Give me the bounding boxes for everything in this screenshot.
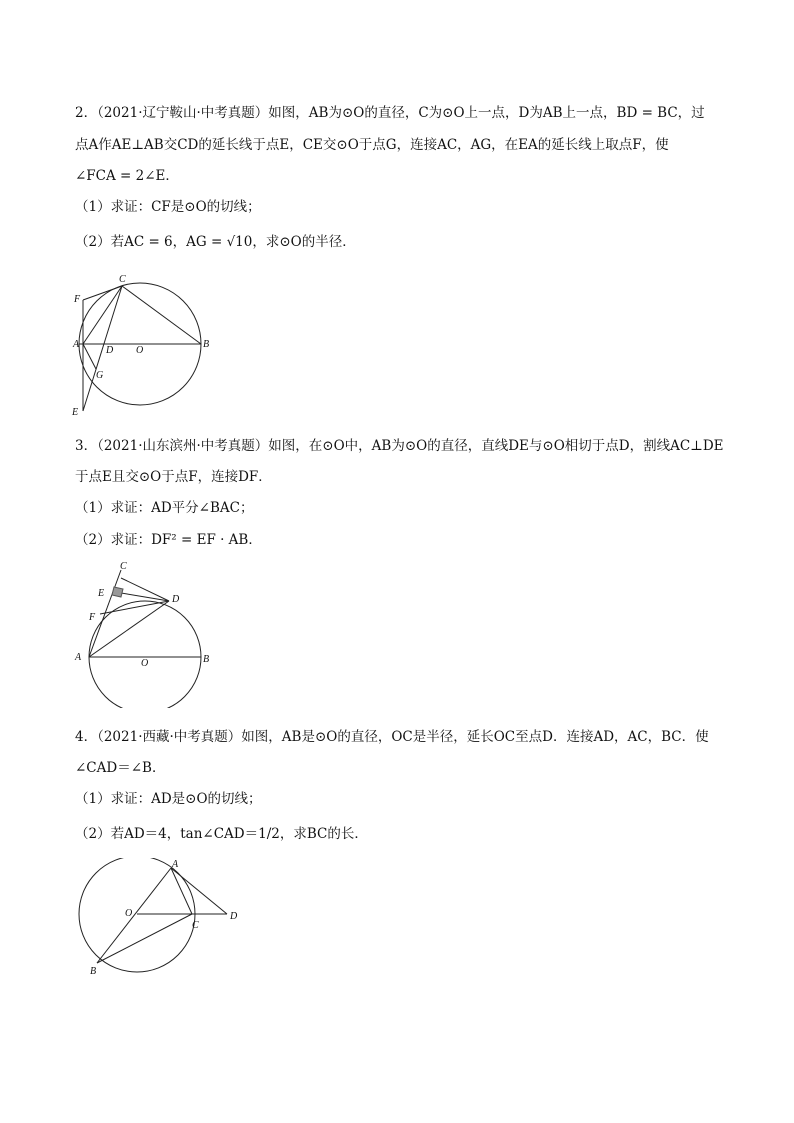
label-c: C: [119, 274, 126, 285]
problem-3-part-2: （2）求证：DF² = EF · AB．: [75, 532, 262, 548]
label-d: D: [106, 345, 114, 356]
label-a: A: [73, 339, 80, 350]
label-a: A: [172, 859, 179, 870]
label-g: G: [96, 370, 104, 381]
segment-ad: [89, 601, 169, 657]
problem-2-line-1: 2．（2021·辽宁鞍山·中考真题）如图，AB为⊙O的直径，C为⊙O上一点，D为AB上一点，BD = BC，过: [75, 105, 705, 121]
problem-2-part-2: （2）若AC = 6，AG = √10，求⊙O的半径．: [75, 234, 356, 250]
segment-ed: [115, 592, 169, 601]
segment-ag: [83, 344, 96, 369]
problem-4-part-1: （1）求证：AD是⊙O的切线；: [75, 791, 262, 807]
problem-2-part-1: （1）求证：CF是⊙O的切线；: [75, 199, 261, 215]
problem-3-part-1: （1）求证：AD平分∠BAC；: [75, 500, 254, 516]
label-o: O: [125, 908, 133, 919]
right-angle-mark: [112, 587, 123, 597]
label-d: D: [172, 594, 180, 605]
problem-4-line-1: 4．（2021·西藏·中考真题）如图，AB是⊙O的直径，OC是半径，延长OC至点D．连接AD，AC，BC．使: [75, 729, 709, 745]
problem-3-line-2: 于点E且交⊙O于点F，连接DF．: [75, 469, 272, 485]
label-e: E: [98, 588, 105, 599]
problem-4-part-2: （2）若AD＝4，tan∠CAD＝1/2，求BC的长．: [75, 826, 368, 842]
label-a: A: [75, 652, 82, 663]
problem-2-line-3: ∠FCA = 2∠E．: [75, 168, 179, 184]
problem-2-line-2: 点A作AE⊥AB交CD的延长线于点E，CE交⊙O于点G，连接AC，AG，在EA的延长线上取点F，使: [75, 137, 669, 153]
label-f: F: [74, 294, 81, 305]
circle-o-3: [89, 601, 201, 708]
label-b: B: [203, 339, 210, 350]
label-c: C: [120, 561, 127, 572]
segment-bc: [122, 286, 201, 344]
label-o: O: [136, 345, 144, 356]
label-b: B: [203, 654, 210, 665]
label-c: C: [192, 920, 199, 931]
segment-ad: [171, 868, 227, 914]
label-f: F: [89, 612, 96, 623]
segment-ac: [171, 868, 192, 914]
problem-4-line-2: ∠CAD＝∠B．: [75, 760, 166, 776]
problem-4-figure: [70, 858, 250, 983]
problem-2-figure: [66, 268, 226, 420]
segment-fd: [100, 601, 169, 614]
label-o: O: [141, 658, 149, 669]
label-b: B: [90, 966, 97, 977]
segment-fc: [83, 286, 122, 300]
segment-ce-d: [121, 578, 169, 601]
problem-3-line-1: 3．（2021·山东滨州·中考真题）如图，在⊙O中，AB为⊙O的直径，直线DE与⊙O相切于点D，割线AC⊥DE: [75, 438, 724, 454]
circle-o-4: [79, 858, 195, 972]
problem-3-figure: [70, 558, 220, 708]
segment-ac: [83, 286, 122, 344]
segment-ab: [97, 868, 171, 963]
label-e: E: [72, 407, 79, 418]
label-d: D: [230, 911, 238, 922]
